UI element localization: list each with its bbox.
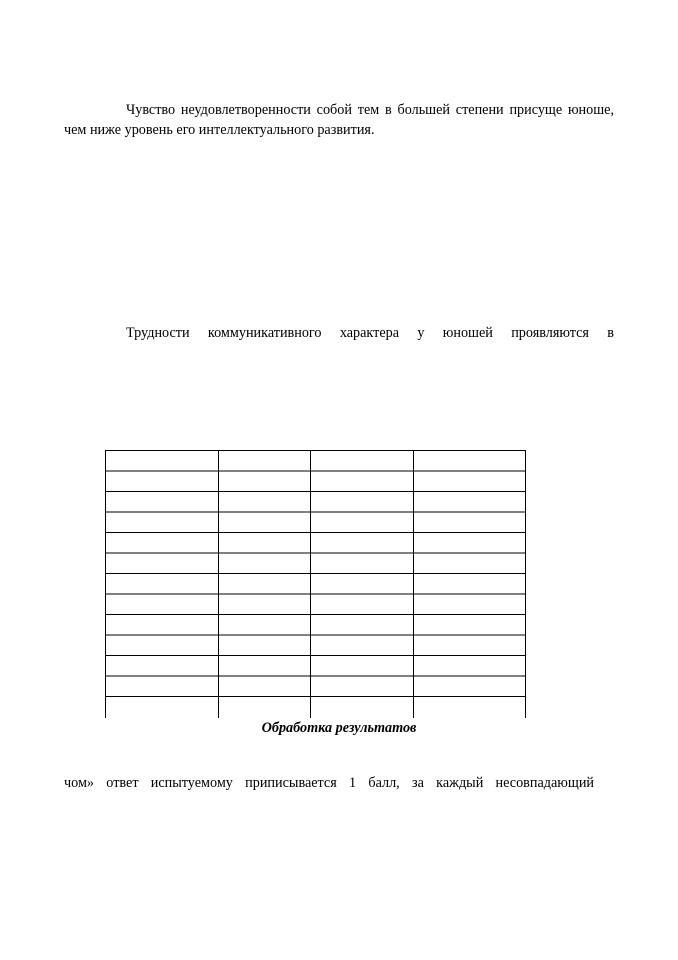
table-grid: [105, 450, 526, 718]
paragraph-self-dissatisfaction: Чувство неудовлетворенности собой тем в большей степени присуще юноше, чем ниже уровень его интеллектуального развития.: [64, 102, 614, 138]
paragraph-communication-difficulties: Трудности коммуникативного характера у юношей проявляются в: [126, 325, 614, 341]
paragraph-scoring: чом» ответ испытуемому приписывается 1 балл, за каждый несовпадающий: [64, 775, 594, 791]
section-heading: Обработка результатов: [261, 720, 417, 736]
empty-table: [105, 450, 526, 718]
